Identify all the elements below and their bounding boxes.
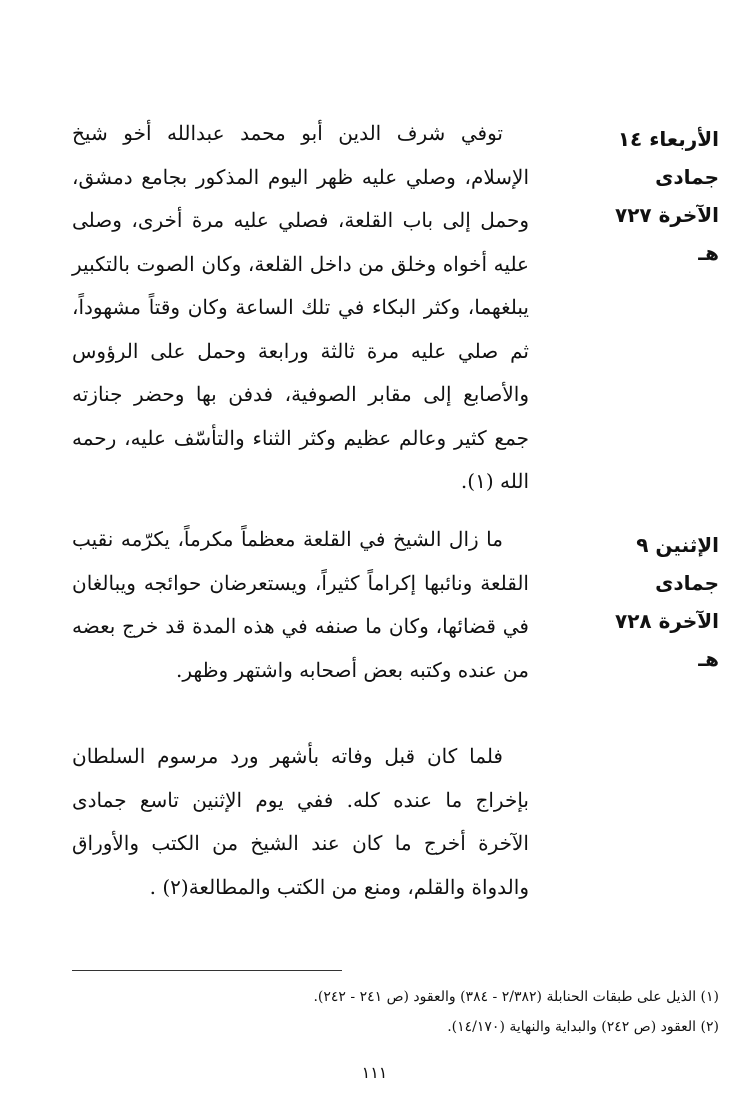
paragraph: توفي شرف الدين أبو محمد عبدالله أخو شيخ الإسلام، وصلي عليه ظهر اليوم المذكور بجامع دمشق، وحمل إلى باب القلعة، فصلي عليه مرة أخرى، وصلى عليه أخواه وخلق من داخل القلعة، وكان الصوت بالتكبير يبلغهما، وكثر البكاء في تلك الساعة وكان وقتاً مشهوداً، ثم صلي عليه مرة ثالثة ورابعة وحمل على الرؤوس والأصابع إلى مقابر الصوفية، فدفن بها وحضر جنازته جمع كثير وعالم عظيم وكثر الثناء والتأسّف عليه، رحمه الله (١). (72, 121, 529, 493)
continuation-text (72, 735, 529, 909)
entry-date: الأربعاء ١٤ جمادى الآخرة ٧٢٧ هـ (615, 127, 719, 265)
page-number: ١١١ (361, 1063, 388, 1082)
paragraph: فلما كان قبل وفاته بأشهر ورد مرسوم السلطان بإخراج ما عنده كله. ففي يوم الإثنين تاسع جمادى الآخرة أخرج ما كان عند الشيخ من الكتب والأوراق والدواة والقلم، ومنع من الكتب والمطالعة(٢) . (72, 744, 529, 899)
entry-body (72, 518, 529, 692)
footnote-1: (١) الذيل على طبقات الحنابلة (٢/٣٨٢ - ٣٨٤) والعقود (ص ٢٤١ - ٢٤٢). (313, 989, 719, 1005)
entry-body (72, 112, 529, 504)
footnotes (72, 982, 719, 1042)
entry-date: الإثنين ٩ جمادى الآخرة ٧٢٨ هـ (615, 533, 719, 671)
footnote-2: (٢) العقود (ص ٢٤٢) والبداية والنهاية (١٤/١٧٠). (447, 1019, 719, 1035)
footnote-divider (72, 970, 342, 971)
paragraph: ما زال الشيخ في القلعة معظماً مكرماً، يكرّمه نقيب القلعة ونائبها إكراماً كثيراً، ويستعرضان حوائجه ويبالغان في قضائها، وكان ما صنفه في هذه المدة قد خرج بعضه من عنده وكتبه بعض أصحابه واشتهر وظهر. (72, 527, 529, 682)
